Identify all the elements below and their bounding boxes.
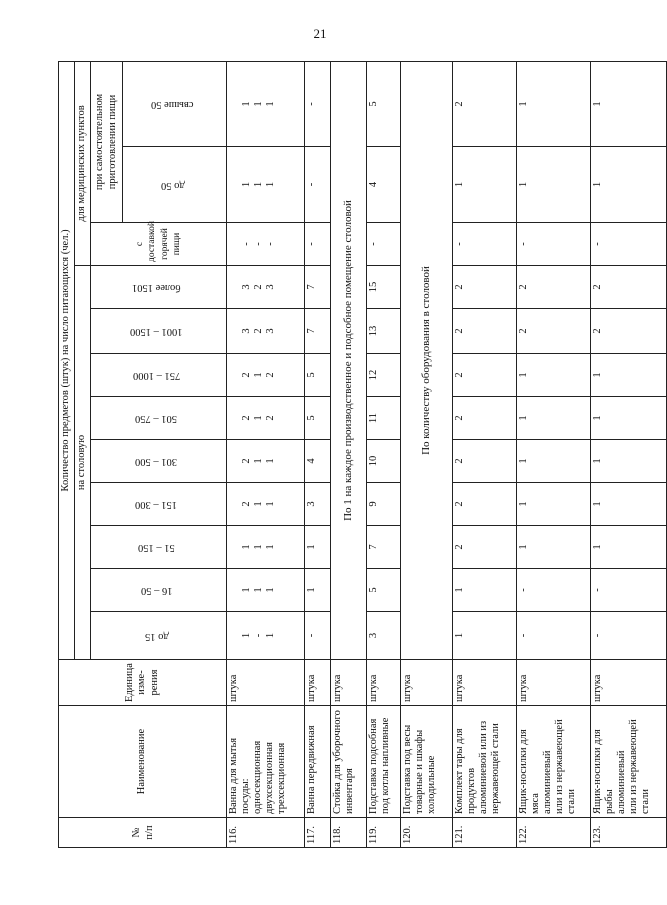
value-cell: 11 [367,397,401,440]
row-name [517,706,591,818]
value-cell: 1 [517,147,591,223]
row-name [331,706,367,818]
value-sub: 1 [265,458,277,464]
value-cell: 2 [453,483,517,526]
row-number: 117. [305,818,331,848]
value-sub: 1 [253,372,265,378]
value-sub: 2 [265,372,277,378]
row-name-line: Комплект тары для продуктов алюминиевой или из нержавеющей стали [454,720,502,814]
row-name-line: алюминиевый [542,750,554,814]
value-sub: 2 [241,372,252,378]
value-sub: 1 [265,181,277,188]
value-cell [227,397,305,440]
row-name-line: Ящик-носилки для мяса [518,729,542,814]
row-unit: штука [227,660,305,706]
value-cell: - [517,223,591,266]
value-cell [227,440,305,483]
value-sub: - [253,633,265,638]
value-sub: 1 [265,501,277,507]
header-name-text: Наименование [136,728,148,795]
value-sub: 3 [241,284,252,290]
col-header-4-text: 151 – 300 [135,499,178,511]
value-cell: 10 [367,440,401,483]
value-cell: 1 [305,569,331,612]
table-body [227,61,667,847]
header-num [59,818,227,848]
value-cell: 1 [591,147,667,223]
value-sub: 3 [265,284,277,290]
value-cell: - [305,223,331,266]
value-sub: 1 [241,101,252,107]
row-name-line: алюминиевый [616,750,628,814]
value-cell: 5 [367,61,401,146]
value-sub: 1 [241,632,252,639]
col-header-1 [91,612,227,660]
value-cell: - [305,612,331,660]
value-cell: 2 [453,354,517,397]
row-name-line: или из нержавеющей стали [628,719,652,814]
value-cell: 1 [591,397,667,440]
value-sub: - [265,242,277,246]
table-row [367,61,401,847]
value-cell: 2 [453,61,517,146]
row-name [227,706,305,818]
value-cell [227,147,305,223]
value-cell: 1 [591,526,667,569]
header-qty [59,61,75,659]
header-num-text: № п/п [130,825,155,840]
table-row [331,61,367,847]
col-header-2 [91,569,227,612]
row-number: 119. [367,818,401,848]
row-name-line: или из нержавеющей стали [554,719,578,814]
value-cell: 1 [517,61,591,146]
equipment-table [58,61,667,848]
value-sub: - [253,242,265,246]
value-cell: 5 [367,569,401,612]
row-name-line: Ванна для мытья посуды: [228,737,252,814]
col-header-5-text: 301 – 500 [135,456,178,468]
value-cell: 1 [517,397,591,440]
row-span-note: По количеству оборудования в столовой [401,61,453,659]
value-cell: 2 [517,266,591,309]
value-cell: - [453,223,517,266]
col-header-3-text: 51 – 150 [138,542,175,554]
row-name-line: трехсекционная [276,742,288,814]
value-cell: 2 [453,526,517,569]
col-header-7 [91,354,227,397]
value-cell [227,612,305,660]
row-number: 118. [331,818,367,848]
row-name [591,706,667,818]
value-cell [227,483,305,526]
value-cell: 1 [517,354,591,397]
col-header-10-text: с доставкой горячей пищи [135,221,182,262]
value-sub: 1 [253,587,265,593]
value-cell: 1 [591,61,667,146]
value-cell: 2 [453,266,517,309]
col-header-4 [91,483,227,526]
value-sub: 1 [253,501,265,507]
value-cell: 5 [305,397,331,440]
value-sub: 2 [241,415,252,421]
value-sub: 1 [241,544,252,550]
value-cell: 1 [517,526,591,569]
value-cell: 3 [305,483,331,526]
value-cell: 7 [305,309,331,354]
value-sub: 1 [265,632,277,639]
row-span-note: По 1 на каждое производственное и подсобное помещение столовой [331,61,367,659]
value-cell: 2 [453,440,517,483]
value-sub: - [241,242,252,246]
table-row [591,61,667,847]
value-cell: 1 [591,440,667,483]
value-sub: 1 [253,181,265,188]
row-unit: штука [453,660,517,706]
value-cell: 15 [367,266,401,309]
value-cell: 4 [305,440,331,483]
value-cell [227,569,305,612]
value-sub: 1 [253,415,265,421]
value-cell: 2 [591,266,667,309]
col-header-8 [91,309,227,354]
row-name [367,706,401,818]
value-sub: 1 [241,181,252,188]
value-sub: 2 [241,458,252,464]
table-row [401,61,453,847]
value-cell: 7 [305,266,331,309]
row-unit: штука [591,660,667,706]
value-cell: 1 [591,354,667,397]
value-cell: - [517,612,591,660]
row-name-line: двухсекционная [264,742,276,814]
value-sub: 1 [253,101,265,107]
row-unit: штука [517,660,591,706]
value-cell: 2 [591,309,667,354]
value-cell: - [591,612,667,660]
header-name [59,706,227,818]
row-name-line: Ящик-носилки для рыбы [592,729,616,814]
rotated-table-wrapper [58,62,652,848]
value-sub: 2 [241,501,252,507]
value-sub: 1 [253,458,265,464]
col-header-9 [91,266,227,309]
header-canteen [75,266,91,660]
row-unit: штука [367,660,401,706]
table-row [517,61,591,847]
row-name-line: Подставка подсобная под котлы напливные [368,717,392,814]
header-canteen-text: на столовую [76,434,88,491]
value-cell: 1 [453,569,517,612]
value-sub: 3 [241,328,252,334]
value-cell [227,266,305,309]
value-cell: - [305,61,331,146]
value-sub: 1 [265,587,277,593]
table-row [453,61,517,847]
value-cell: 9 [367,483,401,526]
col-header-3 [91,526,227,569]
row-name [401,706,453,818]
row-name-line: односекционная [252,740,264,814]
value-cell: 7 [367,526,401,569]
value-cell: 12 [367,354,401,397]
value-sub: 3 [265,328,277,334]
value-cell: 2 [453,309,517,354]
header-medical [75,61,91,265]
row-number: 116. [227,818,305,848]
value-sub: 2 [253,284,265,290]
col-header-7-text: 751 – 1000 [132,370,181,382]
value-cell: 5 [305,354,331,397]
value-cell: - [305,147,331,223]
table-header [59,61,227,847]
col-header-6-text: 501 – 750 [135,413,178,425]
row-number: 122. [517,818,591,848]
col-header-2-text: 16 – 50 [140,585,173,597]
header-self-cook-text: при самостоятельном приготовлении пищи [94,93,118,191]
col-header-6 [91,397,227,440]
value-cell: 1 [453,612,517,660]
value-cell: 1 [517,440,591,483]
page-number: 21 [313,26,327,41]
col-header-8-text: 1001 – 1500 [130,326,183,338]
value-cell [227,223,305,266]
col-header-10 [91,223,227,266]
row-number: 123. [591,818,667,848]
value-sub: 2 [265,415,277,421]
value-cell: - [591,223,667,266]
header-unit [59,660,227,706]
value-sub: 1 [265,544,277,550]
value-cell: 13 [367,309,401,354]
row-name-line: Ванна передвижная [306,725,317,814]
value-cell: - [517,569,591,612]
row-unit: штука [305,660,331,706]
row-name-line: Стойка для уборочного инвентаря [332,710,356,814]
row-unit: штука [331,660,367,706]
header-self-cook [91,61,123,222]
table-row [305,61,331,847]
header-medical-text: для медицинских пунктов [76,105,88,222]
header-unit-text: Единица изме- рения [124,663,160,702]
col-header-9-text: более 1501 [132,282,181,294]
row-name [453,706,517,818]
row-number: 121. [453,818,517,848]
row-unit: штука [401,660,453,706]
value-cell [227,61,305,146]
row-number: 120. [401,818,453,848]
value-cell [227,354,305,397]
col-header-5 [91,440,227,483]
value-sub: 1 [241,587,252,593]
value-cell: 1 [305,526,331,569]
row-name-line: Подставка под весы товарные и шкафы холодильные [402,724,438,814]
row-name [305,706,331,818]
col-header-11 [123,147,227,223]
value-cell [227,526,305,569]
value-sub: 2 [253,328,265,334]
table-row [227,61,305,847]
col-header-1-text: до 15 [144,630,169,642]
value-cell: 3 [367,612,401,660]
value-sub: 1 [253,544,265,550]
value-cell: 2 [453,397,517,440]
value-cell: 1 [517,483,591,526]
value-sub: 1 [265,101,277,107]
value-cell: - [367,223,401,266]
value-cell: 1 [591,483,667,526]
col-header-12-text: свыше 50 [151,99,194,111]
value-cell: 4 [367,147,401,223]
value-cell: - [591,569,667,612]
value-cell: 2 [517,309,591,354]
value-cell: 1 [453,147,517,223]
value-cell [227,309,305,354]
header-qty-text: Количество предметов (штук) на число питающихся (чел.) [60,229,72,492]
col-header-12 [123,61,227,146]
col-header-11-text: до 50 [160,179,185,191]
